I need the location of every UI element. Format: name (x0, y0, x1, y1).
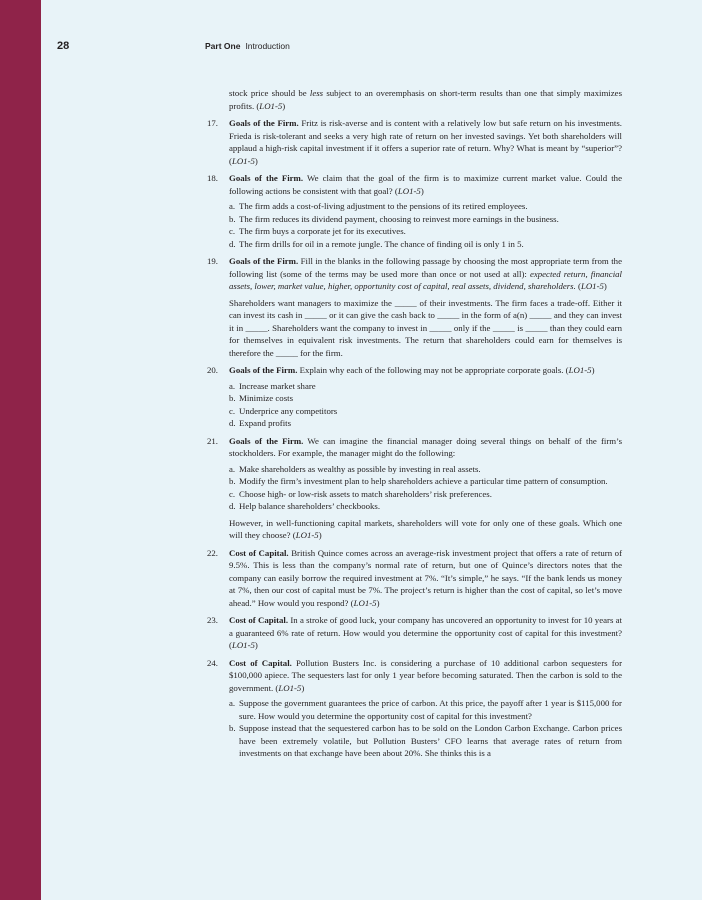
question-23: 23. Cost of Capital. In a stroke of good luck, your company has uncovered an opportunity to invest for 10 years at a guaranteed 6% rate of return. How would you determine the opportunity cost of capital for this investment? (LO1-5) (207, 615, 622, 650)
list-item: a. Suppose the government guarantees the price of carbon. At this price, the payoff after 1 year is $115,000 for sure. How would you determine the opportunity cost of capital for this investment? (229, 698, 622, 721)
page-header (57, 40, 662, 56)
list-item: b. Minimize costs (229, 393, 293, 403)
sidebar-band (0, 0, 41, 900)
page-number: 28 (57, 40, 70, 52)
part-title: Part One Introduction (205, 41, 290, 51)
page-content (207, 87, 622, 765)
question-22: 22. Cost of Capital. British Quince comes across an average-risk investment project that offers a rate of return of 9.5%. This is less than the company’s normal rate of return, but one of Quince’s directors notes that the company can easily borrow the required investment at 7%. “It’s simple,” he says. “If the bank lends us money at 7%, then our cost of capital must be 7%. The project’s return is higher than the cost of capital, so let’s move ahead.” How would you respond? (LO1-5) (207, 547, 623, 608)
list-item: a. The firm adds a cost-of-living adjustment to the pensions of its retired employees. (229, 201, 528, 211)
question-18: 18. Goals of the Firm. We claim that the goal of the firm is to maximize current market value. Could the following actions be consistent with that goal? (LO1-5) a. The firm adds a cost-of-living adjustment to the pensions of its retired employees. b. The firm reduces its dividend payment, choosing to reinvest more earnings in the business. c. The firm buys a corporate jet for its executives. d. The firm drills for oil in a remote jungle. The chance of finding oil is only 1 in 5. (207, 173, 622, 249)
fill-in-passage: Shareholders want managers to maximize the _____ of their investments. The firm faces a trade-off. Either it can invest its cash in _____ or it can give the cash back to _____ in the form of a(n) _____ and they can invest it in _____. Shareholders want the company to invest in _____ only if the _____ is _____ than they could earn for themselves in equivalent risk investments. The return that shareholders could earn for themselves is therefore the _____ for the firm. (229, 297, 622, 358)
list-item: a. Increase market share (229, 380, 316, 391)
list-item: c. The firm buys a corporate jet for its executives. (229, 226, 406, 236)
question-20: 20. Goals of the Firm. Explain why each of the following may not be appropriate corporate goals. (LO1-5) a. Increase market share b. Minimize costs c. Underprice any competitors d. Expand profits (207, 364, 622, 430)
question-17: 17. Goals of the Firm. Fritz is risk-averse and is content with a relatively low but safe return on his investments. Frieda is risk-tolerant and seeks a very high rate of return on her invested savings. Yet both shareholders will applaud a high-risk capital investment if it offers a superior rate of return. Why? What is meant by “superior”? (LO1-5) (207, 118, 622, 166)
list-item: c. Choose high- or low-risk assets to match shareholders’ risk preferences. (229, 488, 492, 499)
list-item: c. Underprice any competitors (229, 405, 338, 416)
list-item: b. Suppose instead that the sequestered carbon has to be sold on the London Carbon Exchange. Carbon prices have been extremely volatile, but Pollution Busters’ CFO learns that average rates of return from investments on that exchange have been about 20%. She thinks this is a (229, 723, 622, 758)
list-item: b. The firm reduces its dividend payment, choosing to reinvest more earnings in the business. (229, 213, 559, 224)
list-item: d. Help balance shareholders’ checkbooks. (229, 501, 381, 511)
question-21-followup: However, in well-functioning capital markets, shareholders will vote for only one of these goals. Which one will they choose? (LO1-5) (229, 517, 622, 540)
continuation-text: stock price should be less subject to an overemphasis on short-term results than one that simply maximizes profits. (LO1-5) (229, 88, 622, 111)
list-item: a. Make shareholders as wealthy as possible by investing in real assets. (229, 463, 481, 474)
question-19: 19. Goals of the Firm. Fill in the blanks in the following passage by choosing the most appropriate term from the following list (some of the terms may be used more than once or not used at all): expected return, financial assets, lower, market value, higher, opportunity cost of capital, real assets, dividend, shareholders. (LO1-5) Shareholders want managers to maximize the _____ of their investments. The firm faces a trade-off. Either it can invest its cash in _____ or it can give the cash back to _____ in the form of a(n) _____ and they can invest it in _____. Shareholders want the company to invest in _____ only if the _____ is _____ than they could earn for themselves in equivalent risk investments. The return that shareholders could earn for themselves is therefore the _____ for the firm. (207, 256, 622, 358)
question-24: 24. Cost of Capital. Pollution Busters Inc. is considering a purchase of 10 additional carbon sequesters for $100,000 apiece. The sequesters last for only 1 year before becoming saturated. Then the carbon is sold to the government. (LO1-5) a. Suppose the government guarantees the price of carbon. At this price, the payoff after 1 year is $115,000 for sure. How would you determine the opportunity cost of capital for this investment? b. Suppose instead that the sequestered carbon has to be sold on the London Carbon Exchange. Carbon prices have been extremely volatile, but Pollution Busters’ CFO learns that average rates of return from investments on that exchange have been about 20%. She thinks this is a (207, 657, 623, 758)
question-21: 21. Goals of the Firm. We can imagine the financial manager doing several things on behalf of the firm’s stockholders. For example, the manager might do the following: a. Make shareholders as wealthy as possible by investing in real assets. b. Modify the firm’s investment plan to help shareholders achieve a particular time pattern of consumption. c. Choose high- or low-risk assets to match shareholders’ risk preferences. d. Help balance shareholders’ checkbooks. However, in well-functioning capital markets, shareholders will vote for only one of these goals. Which one will they choose? (LO1-5) (207, 435, 622, 540)
list-item: d. The firm drills for oil in a remote jungle. The chance of finding oil is only 1 in 5. (229, 238, 524, 249)
list-item: d. Expand profits (229, 418, 292, 428)
list-item: b. Modify the firm’s investment plan to help shareholders achieve a particular time pattern of consumption. (229, 476, 608, 486)
